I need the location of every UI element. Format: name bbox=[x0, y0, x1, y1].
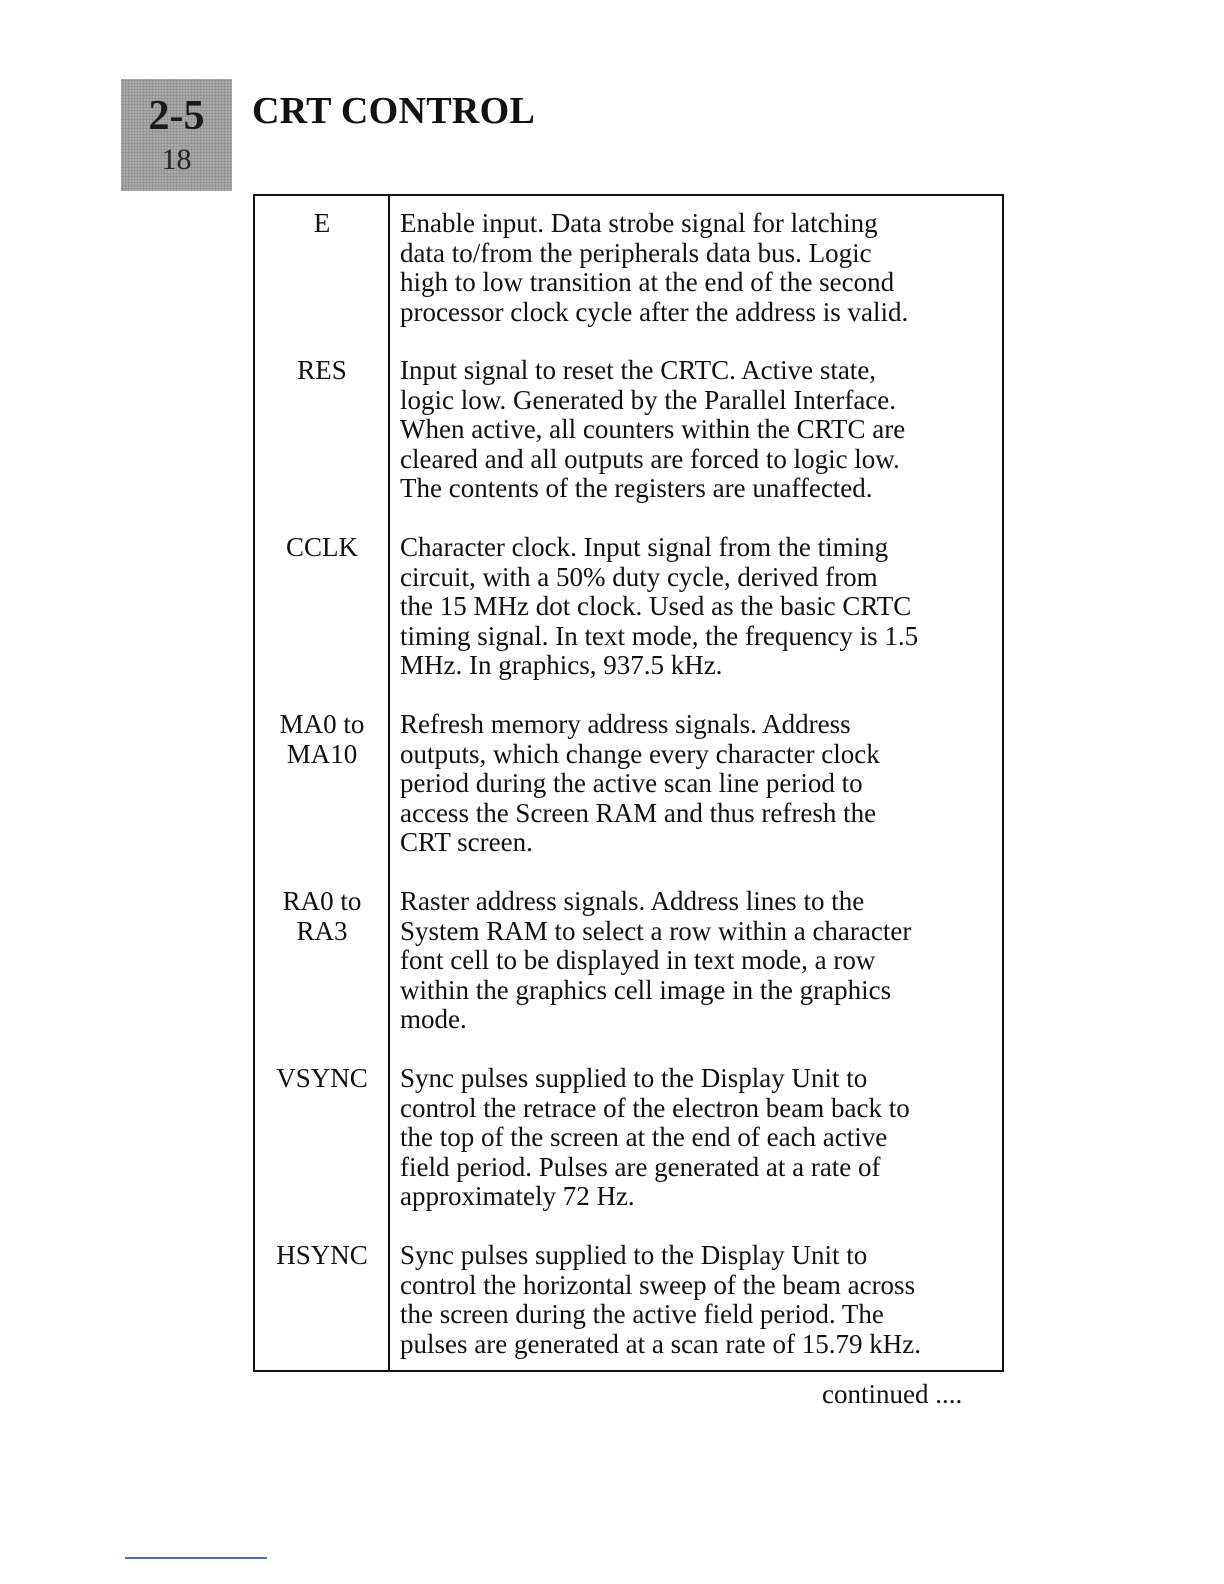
signal-name: RES bbox=[297, 355, 347, 385]
signal-name: HSYNC bbox=[276, 1240, 368, 1270]
signal-name: MA0 to MA10 bbox=[279, 709, 365, 769]
signal-table bbox=[253, 194, 1004, 1372]
signal-name: E bbox=[313, 208, 331, 238]
signal-description: Enable input. Data strobe signal for latching data to/from the peripherals data bus. Logic high to low transition at the end of the second processor clock cycle after the address is valid. bbox=[400, 208, 909, 327]
continued-note: continued .... bbox=[822, 1379, 963, 1409]
signal-description: Input signal to reset the CRTC. Active state, logic low. Generated by the Parallel Interface. When active, all counters within the CRTC are cleared and all outputs are forced to logic low. The contents of the registers are unaffected. bbox=[400, 355, 906, 503]
signal-description: Sync pulses supplied to the Display Unit to control the retrace of the electron beam back to the top of the screen at the end of each active field period. Pulses are generated at a rate of approximately 72 Hz. bbox=[400, 1063, 910, 1211]
signal-description: Sync pulses supplied to the Display Unit to control the horizontal sweep of the beam across the screen during the active field period. The pulses are generated at a scan rate of 15.79 kHz. bbox=[400, 1240, 922, 1359]
signal-name: RA0 to RA3 bbox=[282, 886, 362, 946]
section-badge bbox=[121, 79, 232, 191]
signal-name: VSYNC bbox=[276, 1063, 368, 1093]
signal-description: Character clock. Input signal from the timing circuit, with a 50% duty cycle, derived from the 15 MHz dot clock. Used as the basic CRTC timing signal. In text mode, the frequency is 1.5 MHz. In graphics, 937.5 kHz. bbox=[400, 532, 919, 680]
signal-description: Refresh memory address signals. Address outputs, which change every character clock period during the active scan line period to access the Screen RAM and thus refresh the CRT screen. bbox=[400, 709, 880, 857]
signal-name: CCLK bbox=[285, 532, 358, 562]
footnote-rule bbox=[125, 1557, 267, 1559]
section-number: 2-5 bbox=[148, 93, 205, 139]
page-number: 18 bbox=[161, 143, 192, 176]
signal-description: Raster address signals. Address lines to the System RAM to select a row within a character font cell to be displayed in text mode, a row within the graphics cell image in the graphics mode. bbox=[400, 886, 912, 1034]
page-title: CRT CONTROL bbox=[252, 90, 536, 132]
